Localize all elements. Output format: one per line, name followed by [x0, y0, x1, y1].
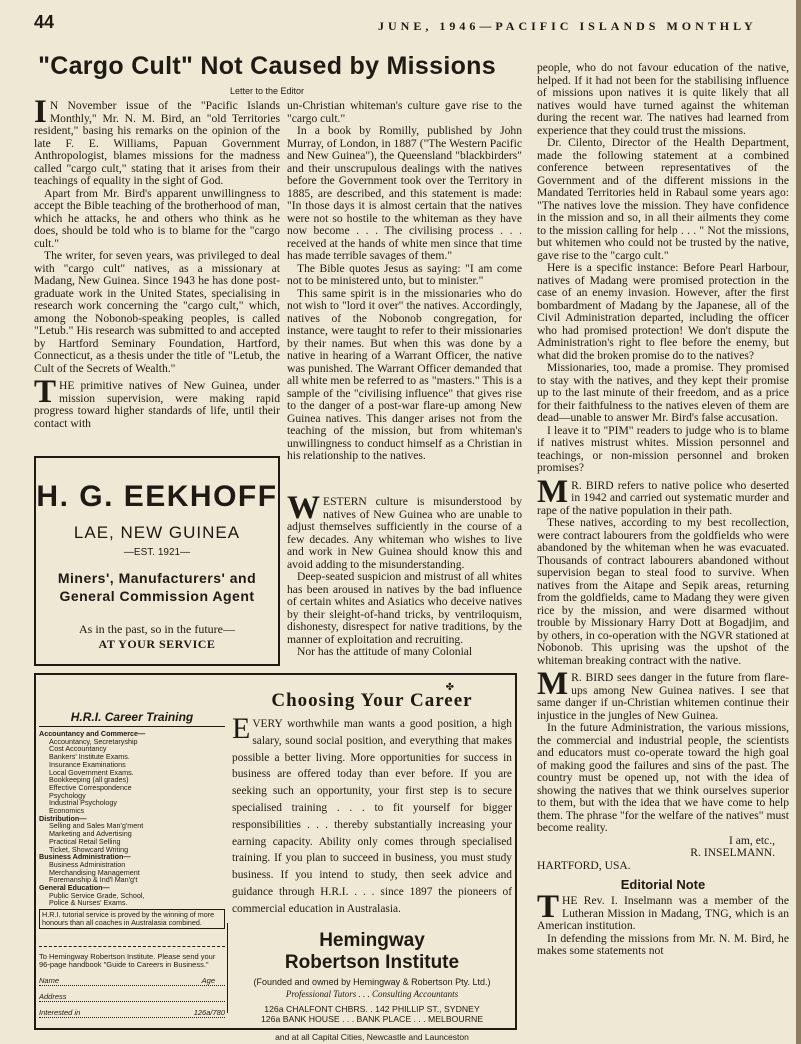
paragraph: The writer, for seven years, was privileged to deal with "cargo cult" natives, as a missionary at Madang, New Guinea. Since 1943 he has done post-graduate work in the United States, specialising in research work concerning the "cargo cult," which, among the Nobonob-speaking peoples, is called "Letub." His research was submitted to and accepted by Hartford Seminary Foundation, Hartford, Connecticut, as a thesis under the title of "Letub, the Cult of the Secrets of Wealth." [34, 249, 280, 375]
paragraph: In a book by Romilly, published by John Murray, of London, in 1887 ("The Western Pacific and New Guinea"), the Queensland "blackbirders" and their unscrupulous dealings with the natives before the Government took over the Territory in 1885, are described, and this statement is made: "In those days it is almost certain that the natives were not so hostile to the whiteman as they have now become . . . The civilising process . . . received at the hands of white men since that time has made terrible savages of them." [287, 124, 522, 262]
course-item: Merchandising Management [49, 867, 140, 877]
page-edge [796, 0, 801, 1044]
course-item: Psychology [49, 790, 86, 800]
eekhoff-advertisement [34, 456, 280, 666]
course-item: Foremanship & Ind'l Man'g't [49, 875, 138, 885]
paragraph: people, who do not favour education of the native, helped. If it had not been for the stabilising influence of missions upon natives it is quite likely that all natives would have turned against the whiteman during the recent war. The natives had learned from experience that they could trust the missions. [537, 61, 789, 137]
course-item: Accountancy and Commerce— [39, 729, 146, 738]
course-item: Local Government Exams. [49, 767, 134, 777]
coupon-interest-field[interactable] [39, 1009, 225, 1018]
field-label: Interested in [39, 1008, 81, 1018]
page-number: 44 [34, 12, 55, 32]
hri-course-panel [39, 678, 225, 1022]
course-item: Practical Retail Selling [49, 836, 121, 846]
institute-name [232, 930, 512, 974]
course-item: Bankers' Institute Exams. [49, 752, 130, 762]
course-item: Ticket, Showcard Writing [49, 844, 129, 854]
ad-headline: Choosing Your Career [271, 690, 473, 711]
editorial-note-heading: Editorial Note [620, 877, 706, 892]
hri-note: H.R.I. tutorial service is proved by the winning of more honours than all coaches in Australasia combined. [39, 909, 225, 928]
course-item: General Education— [39, 883, 110, 893]
sign-place: HARTFORD, USA. [537, 858, 631, 872]
course-item: Cost Accountancy [49, 744, 107, 754]
course-item: Business Administration [49, 859, 126, 869]
coupon-name-field[interactable] [39, 977, 225, 986]
paragraph: MR. BIRD refers to native police who deserted in 1942 and carried out systematic murder and rape of the native population in their path. [537, 473, 789, 517]
paragraph: Here is a specific instance: Before Pearl Harbour, natives of Madang were promised protection in the case of an enemy invasion. However, after the first bombardment of Madang by the Japanese, all of the Civil Administration departed, including the officer who had promised protection! We don't dispute the Administration's right to flee before the enemy, but what did the broken promise do to the natives? [537, 261, 789, 362]
hri-main-panel [232, 678, 512, 1042]
address-line: 126a CHALFONT CHBRS. . 142 PHILLIP ST., SYDNEY [264, 1003, 480, 1014]
paragraph: Dr. Cilento, Director of the Health Department, made the following statement at a combined conference between representatives of the Government and of the different missions in the Mandated Territories held in Rabaul some years ago: "The natives love the mission. They have confidence in the mission and so, in all their ailments they come to the mission calling for help . . . " Not the missions, but whitemen who could not be trusted by the native, gave rise to the "cargo cult." [537, 136, 789, 262]
course-item: Distribution— [39, 813, 87, 823]
article-column-2 [287, 100, 522, 463]
paragraph: The Bible quotes Jesus as saying: "I am come not to be ministered unto, but to minister." [287, 261, 522, 287]
institute-name-line: Hemingway [319, 929, 425, 951]
course-item: Effective Correspondence [49, 782, 132, 792]
ad-line: Miners', Manufacturers' and [57, 570, 257, 586]
ad-line: General Commission Agent [59, 588, 255, 604]
cities: and at all Capital Cities, Newcastle and Launceston [275, 1031, 469, 1042]
article-column-3 [537, 62, 789, 958]
paragraph: Apart from Mr. Bird's apparent unwillingness to accept the Bible teaching of the brotherhood of man, which he attacks, he and others who think as he does, should be told who is to blame for the "cargo cult." [34, 186, 280, 250]
paragraph: These natives, according to my best recollection, were contract labourers from the goldfields who were abandoned by the whiteman when he was evacuated. Thousands of contract labourers abandoned without supervision began to steal food to survive. When natives from the Aitape and Sepik areas, returning from the goldfields, came to Madang they were given rice by the mission, and were disarmed without trouble by Missionary Harry Dott at Bogadjim, and by others, in co-operation with the NGVR stationed at Nobonob. This uprising was the upshot of the whiteman breaking contract with the native. [537, 516, 789, 667]
ad-line: AT YOUR SERVICE [98, 637, 216, 651]
course-item: Police & Nurses' Exams. [49, 898, 128, 908]
paragraph: In the future Administration, the various missions, the commercial and industrial people, the scientists and educators must co-operate toward the high goal of making good the failures and sins of the past. The country must be opened up, not with the idea of showing the natives that we think ourselves superior to them, but with the idea that we have come to help them. The phrase "for the welfare of the natives" must become reality. [537, 721, 789, 834]
paragraph: In defending the missions from Mr. N. M. Bird, he makes some statements not [537, 931, 789, 957]
paragraph: Deep-seated suspicion and mistrust of all whites has been aroused in natives by the bad influence of certain whites and Asiatics who deceive natives by their sleight-of-hand tricks, by ventriloquism, dishonesty, disrespect for native traditions, by the manner of exploitation and recruiting. [287, 570, 522, 646]
institute-name-line: Robertson Institute [284, 951, 460, 973]
course-list [39, 730, 225, 907]
paragraph: IN November issue of the "Pacific Islands Monthly," Mr. N. M. Bird, an "old Territories resident," basing his remarks on the opinion of the late F. E. Williams, Papuan Government Anthropologist, blames missions for the madness called "cargo cult," stating that it arises from their teachings of equality in the sight of God. [34, 94, 280, 187]
ad-line: As in the past, so in the future— [79, 622, 235, 636]
hri-advertisement [34, 673, 517, 1042]
ad-established: —EST. 1921— [123, 547, 191, 558]
ownership: (Founded and owned by Hemingway & Robertson Pty. Ltd.) [253, 976, 491, 987]
field-label: Name [39, 975, 60, 985]
coupon-address-field[interactable] [39, 993, 225, 1002]
field-label: Address [39, 991, 67, 1001]
course-item: Accountancy, Secretaryship [49, 736, 138, 746]
paragraph: I leave it to "PIM" readers to judge who is to blame if natives mistrust whites. Mission personnel and teachings, or non-mission personnel and broken promises? [537, 423, 789, 474]
paragraph: WESTERN culture is misunderstood by natives of New Guinea who are unable to adjust themselves sufficiently in the course of a few decades. Any whiteman who wishes to live and work in New Guinea should know this and avoid adding to the misunderstanding. [287, 490, 522, 571]
article-subhead: Letter to the Editor [229, 86, 305, 96]
professional-tutors: Professional Tutors . . . Consulting Accountants [285, 988, 459, 999]
course-item: Bookkeeping (all grades) [49, 775, 129, 785]
course-item: Economics [49, 806, 85, 816]
coupon-code: 126a/780 [193, 1008, 225, 1018]
coupon-text: To Hemingway Robertson Institute. Please send your 96-page handbook "Guide to Careers in Business." [39, 952, 216, 970]
paragraph: THE Rev. I. Inselmann was a member of the Lutheran Mission in Madang, TNG, which is an American institution. [537, 889, 789, 932]
field-label: Age [201, 975, 215, 985]
course-item: Selling and Sales Man'g'ment [49, 821, 144, 831]
course-item: Public Service Grade, School, [49, 890, 145, 900]
addresses [232, 1004, 512, 1024]
article-column-1 [34, 94, 280, 430]
article-headline: "Cargo Cult" Not Caused by Missions [38, 52, 496, 80]
paragraph: un-Christian whiteman's culture gave rise to the "cargo cult." [287, 99, 522, 125]
ornament-icon: ✤ [445, 682, 454, 693]
course-item: Industrial Psychology [49, 798, 117, 808]
ad-company-name: H. G. EEKHOFF [36, 480, 278, 513]
hri-coupon[interactable] [39, 946, 225, 1018]
address-line: 126a BANK HOUSE . . . BANK PLACE . . . MELBOURNE [260, 1013, 484, 1024]
hri-title: H.R.I. Career Training [39, 710, 225, 727]
running-title: JUNE, 1946—PACIFIC ISLANDS MONTHLY [378, 19, 757, 33]
course-item: Marketing and Advertising [49, 829, 132, 839]
article-column-2-lower [287, 490, 522, 659]
ad-body: EVERY worthwhile man wants a good position, a high salary, sound social position, and everything that makes possible a better living. More opportunities for success in business are offered today than ever before. If you are seeking such an opportunity, your first step is to secure specialised training . . . to fit yourself for bigger responsibilities . . . thereby substantially increasing your earning capacity. Ability only comes through specialised training. If you plan to succeed in business, you must study business. If you intend to study, then seek advice and guidance through H.R.I. . . . since 1897 the pioneers of commercial education in Australasia. [232, 712, 512, 915]
course-item: Insurance Examinations [49, 759, 126, 769]
paragraph: Missionaries, too, made a promise. They promised to stay with the natives, and they kept their promise up to the last minute of their freedom, and as a price for their faithfulness to the natives eleven of them are dead—unable to answer Mr. Bird's false accusation. [537, 361, 789, 424]
closing: I am, etc., [728, 833, 775, 847]
ad-location: LAE, NEW GUINEA [73, 523, 241, 542]
paragraph: This same spirit is in the missionaries who do not wish to "lord it over" the natives. Accordingly, natives of the Nobonob congregation, for instance, were taught to refer to their missionaries by their names. But when this was done by a native in hearing of a Warrant Officer, the native was punished. The Warrant Officer demanded that all white men be referred to as "masters." This is a sample of the "civilising influence" that gives rise to the danger of a post-war flare-up among New Guinea natives. This danger arises not from the teaching of the mission, but from whiteman's unwillingness to conduct himself as a Christian in his relationship to the natives. [287, 286, 522, 462]
course-item: Business Administration— [39, 852, 131, 862]
paragraph: THE primitive natives of New Guinea, under mission supervision, were making rapid progress toward higher standards of life, until their contact with [34, 374, 280, 430]
divider [227, 923, 228, 1013]
paragraph: Nor has the attitude of many Colonial [297, 645, 473, 658]
paragraph: MR. BIRD sees danger in the future from flare-ups among New Guinea natives. I see that same danger if un-Christian whitemen continue their injustice in the jungles of New Guinea. [537, 666, 789, 722]
signature: R. INSELMANN. [690, 846, 775, 859]
